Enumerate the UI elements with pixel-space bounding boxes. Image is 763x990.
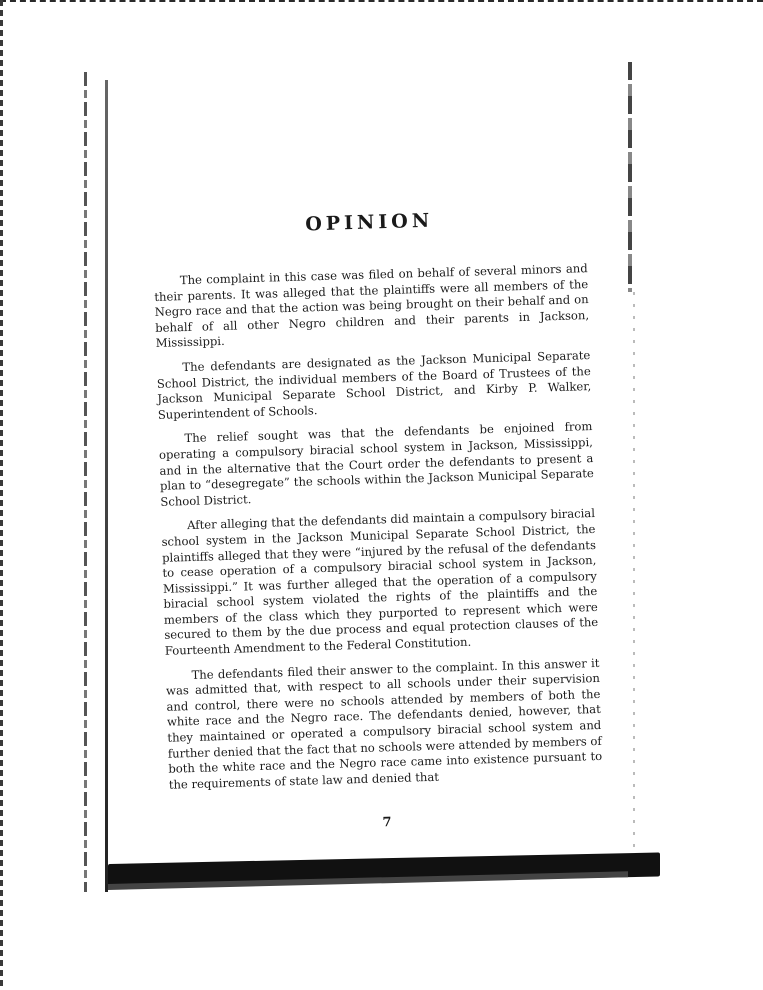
page-title: OPINION <box>304 209 434 236</box>
page-number: 7 <box>382 815 392 831</box>
binding-edge-right-lower <box>633 292 635 852</box>
paragraph-complaint: The complaint in this case was filed on behalf of several minors and their parents. It was alleged that the plaintiffs were all members of the Negro race and that the action was being brought on their behalf and on behalf of all other Negro children and their parents in Jackson, Mississippi. <box>154 261 590 351</box>
document-page <box>152 205 605 858</box>
paragraph-answer: The defendants filed their answer to the complaint. In this answer it was admitted that, with respect to all schools under their supervision and control, there were no schools attended by members of both the white race and the Negro race. The defendants denied, however, that they maintained or operated a compulsory biracial school system and further denied that the fact that no schools were attended by members of both the white race and the Negro race came into existence pursuant to the requirements of state law and denied that <box>165 655 603 792</box>
paragraph-defendants: The defendants are designated as the Jackson Municipal Separate School District, the individual members of the Board of Trustees of the Jackson Municipal Separate School District, and Kirby P. Walker, Superintendent of Schools. <box>156 348 592 422</box>
paragraph-relief: The relief sought was that the defendants be enjoined from operating a compulsory biracial school system in Jackson, Mississippi, and in the alternative that the Court order the defendants to present a plan to “desegregate” the schools within the Jackson Municipal Separate School District. <box>158 419 594 509</box>
binding-edge-right <box>628 62 632 292</box>
scan-left-border <box>0 0 3 990</box>
paragraph-allegations: After alleging that the defendants did maintain a compulsory biracial school system in the Jackson Municipal Separate School District, the plaintiffs alleged that they were “injured by the refusal of the defendants to cease operation of a compulsory biracial school system in Jackson, Mississippi.” It was further alleged that the operation of a compulsory biracial school system violated the rights of the plaintiffs and the members of the class which they purported to represent which were secured to them by the due process and equal protection clauses of the Fourteenth Amendment to the Federal Constitution. <box>161 506 599 658</box>
scan-top-border <box>0 0 763 6</box>
binding-edge-left-inner <box>105 80 108 892</box>
binding-edge-left <box>84 72 87 892</box>
